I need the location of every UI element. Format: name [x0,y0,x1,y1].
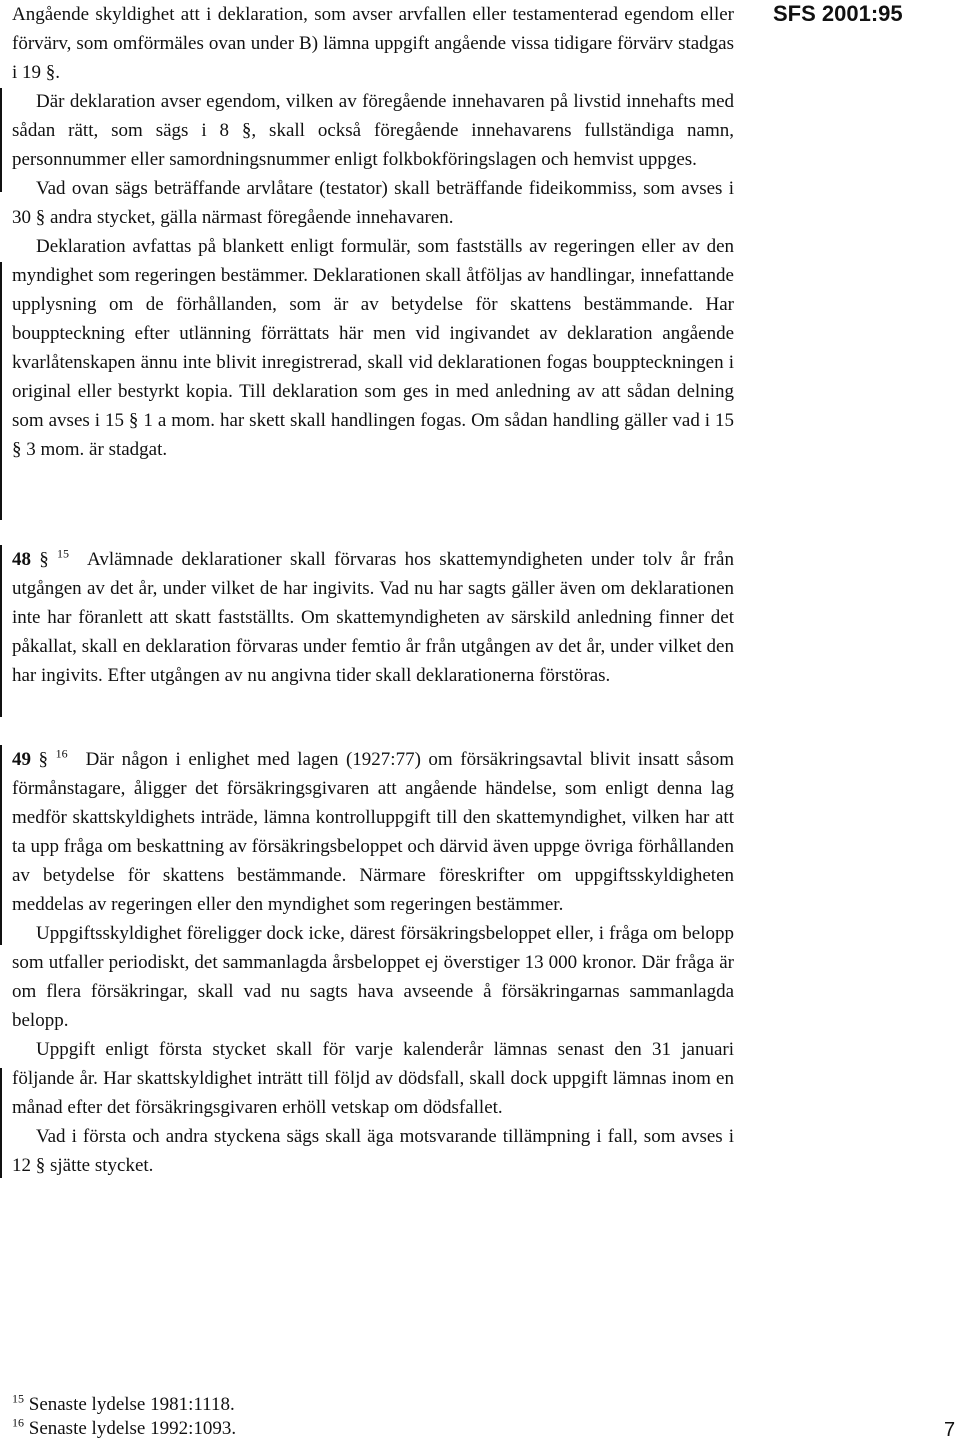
paragraph: Där deklaration avser egendom, vilken av föregående innehavaren på livstid innehafts med sådan rätt, som sägs i 8 §, skall också föregående innehavarens fullständiga namn, personnummer eller samordningsnummer enligt folkbokföringslagen och hemvist uppges. [12,91,734,170]
paragraph: Uppgift enligt första stycket skall för varje kalenderår lämnas senast den 31 januari följande år. Har skattskyldighet inträtt till följd av dödsfall, skall dock uppgift lämnas inom en månad efter det försäkringsgivaren erhöll vetskap om dödsfallet. [12,1039,734,1118]
paragraph: Vad ovan sägs beträffande arvlåtare (testator) skall beträffande fideikommiss, som avses i 30 § andra stycket, gälla närmast föregående innehavaren. [12,178,734,228]
change-bar [0,262,2,520]
section-number: 49 [12,749,31,770]
footnote [12,1393,235,1417]
footnote-ref: 15 [57,546,70,561]
footnote-number: 15 [12,1391,24,1406]
text-block-continuation [12,0,734,464]
change-bar [0,745,2,945]
sfs-number: SFS 2001:95 [773,1,903,26]
footnote-ref: 16 [55,746,68,761]
paragraph: Deklaration avfattas på blankett enligt formulär, som fastställs av regeringen eller av den myndighet som regeringen bestämmer. Deklarationen skall åtföljas av handlingar, innefattande upplysning om de förhållanden, som är av betydelse för skattens bestämmande. Har bouppteckning efter utlänning förrättats här men vid ingivandet av deklaration angående kvarlåtenskapen ännu inte blivit inregistrerad, skall vid deklarationen fogas bouppteckningen i original eller bestyrkt kopia. Till deklaration som ges in med anledning av att sådan delning som avses i 15 § 1 a mom. har skett skall handlingen fogas. Om sådan handling gäller vad i 15 § 3 mom. är stadgat. [12,236,734,460]
section-text: Där någon i enlighet med lagen (1927:77) om försäkringsavtal blivit insatt såsom förmånstagare, åligger det försäkringsgivaren att angående händelse, som enligt denna lag medför skattskyldighets inträde, lämna kontrolluppgift till den skattemyndighet, vilken har att ta upp fråga om beskattning av försäkringsbeloppet och därvid även uppge övriga förhållanden av betydelse för skattens bestämmande. Närmare föreskrifter om uppgiftsskyldigheten meddelas av regeringen eller den myndighet som regeringen bestämmer. [12,749,735,915]
section-number: 48 [12,549,31,570]
section-text: Avlämnade deklarationer skall förvaras hos skattemyndigheten under tolv år från utgången av det år, under vilket de har ingivits. Vad nu har sagts gäller även om deklarationen inte har föranlett att skatt fastställts. Om skattemyndigheten av särskild anledning finner det påkallat, skall en deklaration förvaras under femtio år från utgången av det år, under vilket den har ingivits. Efter utgången av nu angivna tider skall deklarationerna förstöras. [12,549,734,686]
paragraph: Angående skyldighet att i deklaration, som avser arvfallen eller testamenterad egendom eller förvärv, som omförmäles ovan under B) lämna uppgift angående vissa tidigare förvärv stadgas i 19 §. [12,4,734,83]
section-symbol: § [39,549,49,570]
paragraph: Vad i första och andra styckena sägs skall äga motsvarande tillämpning i fall, som avses i 12 § sjätte stycket. [12,1126,734,1176]
footnote-text: Senaste lydelse 1992:1093. [28,1418,237,1439]
page-number: 7 [944,1419,956,1441]
section-paragraph [12,745,734,919]
change-bar [0,1068,2,1178]
section-48 [12,545,734,690]
footnote [12,1417,236,1441]
section-49 [12,745,734,1180]
section-paragraph [12,545,734,690]
change-bar [0,88,2,192]
change-bar [0,545,2,717]
footnote-text: Senaste lydelse 1981:1118. [28,1394,235,1415]
footnote-number: 16 [12,1415,24,1430]
section-symbol: § [38,749,49,770]
paragraph: Uppgiftsskyldighet föreligger dock icke, därest försäkringsbeloppet eller, i fråga om belopp som utfaller periodiskt, det sammanlagda årsbeloppet ej överstiger 13 000 kronor. Där fråga är om flera försäkringar, skall vad nu sagts hava avseende å försäkringarnas sammanlagda belopp. [12,923,734,1031]
